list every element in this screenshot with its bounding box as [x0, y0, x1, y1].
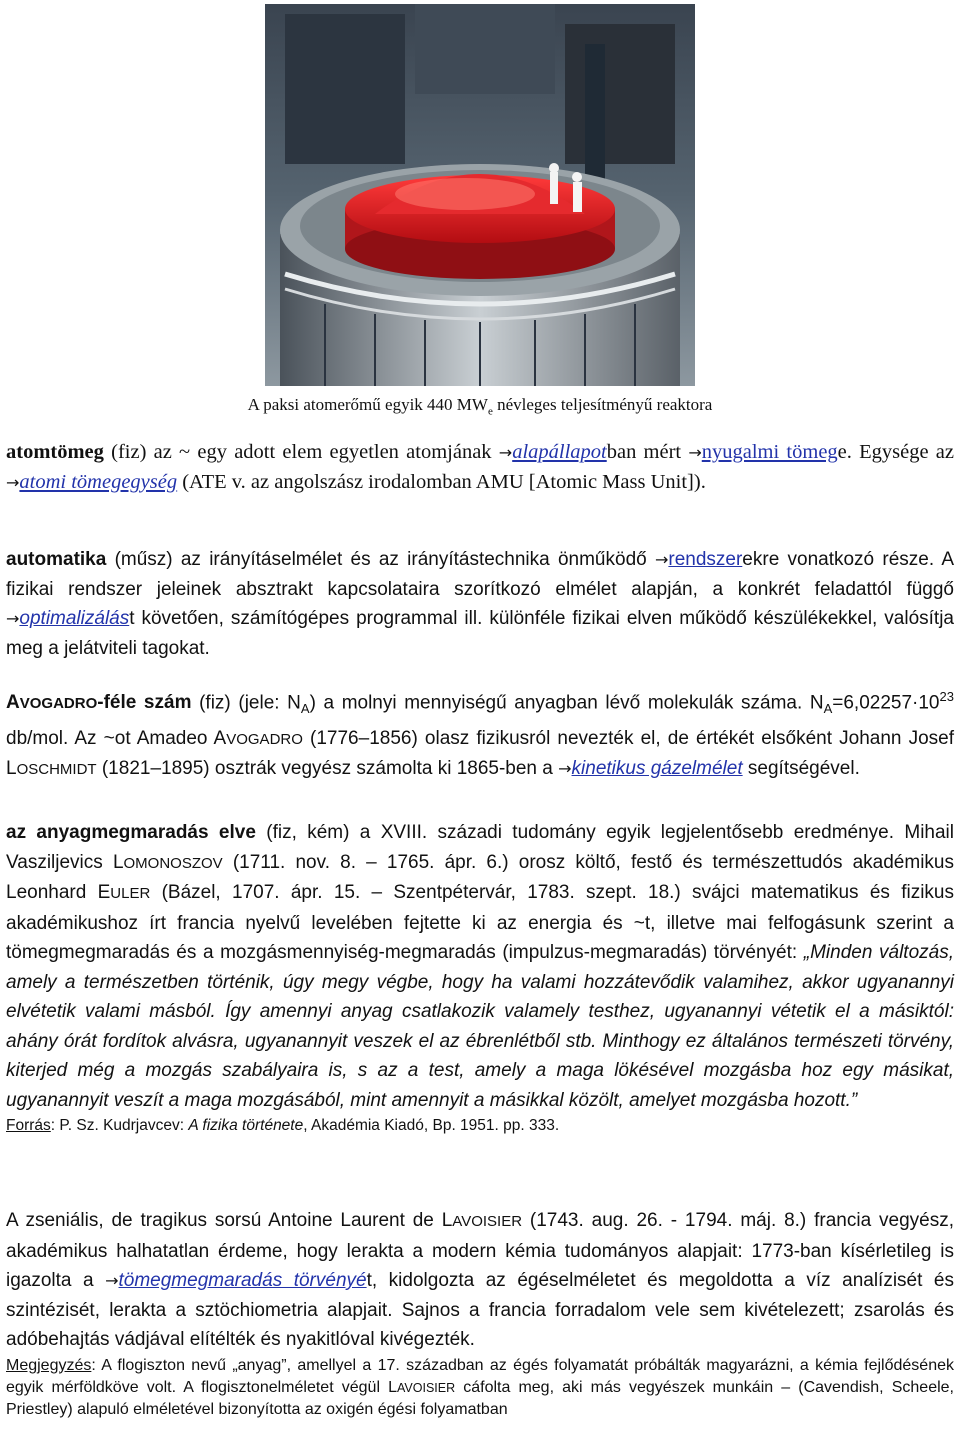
- term-part: A: [6, 692, 20, 714]
- entry-text: (fiz) (jele: N: [191, 692, 301, 714]
- term-part: VOGADRO: [19, 695, 98, 713]
- entry-text: (1821–1895) osztrák vegyész számolta ki 1865-ben a: [96, 758, 559, 780]
- superscript: 23: [939, 689, 954, 704]
- note-label: Megjegyzés: [6, 1356, 92, 1374]
- entry-text: (1743. aug. 26. - 1794. máj. 8.) francia vegyész, akadémikus halhatatlan érdeme, hogy lerakta a modern kémia tudományos alapjait: 1773-ban kísérletileg is igazolta a: [6, 1210, 954, 1291]
- entry-anyagmegmaradas: [6, 818, 954, 1137]
- entry-text: (fiz) az ~ egy adott elem egyetlen atomjának: [103, 441, 499, 463]
- link-atomi-tomegegyseg[interactable]: atomi tömegegység: [19, 470, 178, 493]
- entry-text: e. Egysége az: [837, 441, 954, 463]
- entry-term: az anyagmegmaradás elve: [6, 822, 256, 843]
- photo-caption: [0, 394, 960, 422]
- arrow-icon: →: [6, 472, 20, 492]
- link-rendszer[interactable]: rendszer: [668, 549, 743, 570]
- entry-text: (ATE v. az angolszász irodalomban AMU [Atomic Mass Unit]).: [177, 470, 706, 493]
- arrow-icon: →: [558, 759, 572, 779]
- entry-atomtomeg: [6, 438, 954, 497]
- entry-automatika: [6, 545, 954, 663]
- entry-text: db/mol. Az ~ot Amadeo A: [6, 727, 227, 749]
- entry-text: (1711. nov. 8. – 1765. ápr. 6.) orosz költő, festő és természettudós akadémikus Leonhard E: [6, 851, 954, 903]
- entry-text: (1776–1856) olasz fizikusról nevezték el, de értékét elsőként Johann Josef L: [6, 727, 954, 780]
- small-caps-name: OSCHMIDT: [16, 761, 97, 779]
- arrow-icon: →: [688, 443, 702, 462]
- euler-quote: „Minden változás, amely a természetben történik, úgy megy végbe, hogy ha valami hozzátevődik valamihez, akkor ugyanannyi elvétetik valami másból. Így amennyi anyag csatlakozik valamely testhez, ugyanannyi vétetik el a másiktól: ahány órát fordítok alvásra, ugyanannyit veszek el az ébrenlétből stb. Minthogy ez általános természeti törvény, kiterjed még a mozgás szabályaira is, s az a test, amely a maga lökésével mozgásba hoz egy másikat, ugyanannyit veszít a maga mozgásából, mint amennyit a másikkal közölt, amelyet mozgásba hozott.”: [6, 942, 954, 1111]
- entry-text: segítségével.: [742, 758, 860, 780]
- small-caps-name: OMONOSZOV: [123, 854, 223, 872]
- note-text: cáfolta meg, aki más vegyészek munkáin – (Cavendish, Scheele, Priestley) alapuló elméletével bizonyította az oxigén égési folyamatban: [6, 1378, 954, 1418]
- link-tomegmegmaradas-torvenye[interactable]: tömegmegmaradás törvényé: [118, 1270, 367, 1291]
- entry-term: automatika: [6, 549, 107, 570]
- arrow-icon: →: [654, 550, 669, 569]
- subscript: A: [300, 701, 310, 717]
- entry-lavoisier: [6, 1206, 954, 1421]
- entry-text: t, kidolgozta az égéselméletet és megoldotta a víz analízisét és szintézisét, lerakta a sztöchiometria alapjait. Sajnos a francia forradalom vele sem kivételezett; zsarolás és adóbehajtás vádjával elítélték és nyakitlóval kivégezték.: [6, 1270, 954, 1350]
- link-kinetikus-gazelmelet[interactable]: kinetikus gázelmélet: [571, 758, 743, 780]
- subscript: A: [823, 701, 833, 717]
- source-line: [6, 1115, 954, 1137]
- source-label: Forrás: [6, 1117, 51, 1134]
- entry-term: atomtömeg: [6, 441, 104, 463]
- entry-avogadro: [6, 682, 954, 785]
- small-caps-name: ULER: [110, 885, 151, 902]
- entry-text: t követően, számítógépes programmal ill. különféle fizikai elven működő készülékekkel, valósítja meg a jelátviteli tagokat.: [6, 608, 954, 659]
- small-caps-name: VOGADRO: [226, 730, 303, 748]
- reactor-photo-illustration: [265, 4, 695, 386]
- caption-subscript: e: [487, 405, 493, 418]
- entry-text: A zseniális, de tragikus sorsú Antoine Laurent de L: [6, 1210, 453, 1231]
- note-paragraph: [6, 1355, 954, 1421]
- source-text: , Akadémia Kiadó, Bp. 1951. pp. 333.: [303, 1117, 560, 1134]
- arrow-icon: →: [498, 443, 513, 462]
- entry-term: [6, 692, 191, 713]
- small-caps-name: AVOISIER: [452, 1213, 523, 1230]
- term-part: -féle szám: [97, 692, 192, 714]
- link-nyugalmi-tomeg[interactable]: nyugalmi tömeg: [701, 441, 838, 463]
- entry-text: ban mért: [606, 441, 689, 463]
- arrow-icon: →: [6, 609, 20, 628]
- entry-text: (Bázel, 1707. ápr. 15. – Szentpétervár, 1783. szept. 18.) svájci matematikus és fizikus akadémikushoz írt francia nyelvű levelében fejtette ki az energia és ~t, illetve mai felfogásunk szerint a tömegmegmaradás és a mozgásmennyiség-megmaradás (impulzus-megmaradás) törvényét:: [6, 882, 954, 963]
- arrow-icon: →: [105, 1271, 119, 1290]
- source-title: A fizika története: [188, 1117, 304, 1134]
- link-optimalizalas[interactable]: optimalizálás: [19, 608, 130, 629]
- small-caps-name: AVOISIER: [397, 1380, 456, 1395]
- caption-text-pre: A paksi atomerőmű egyik 440 MW: [247, 395, 488, 414]
- reactor-photo: [265, 4, 695, 386]
- note-text: : A flogiszton nevű „anyag”, amellyel a 17. században az égés folyamatát próbálták magyarázni, a kémia fejlődésének egyik mérföldköve volt. A flogisztonelméletet végül L: [6, 1356, 954, 1396]
- link-alapallapot[interactable]: alapállapot: [512, 441, 607, 463]
- entry-text: =6,02257·10: [832, 692, 940, 714]
- entry-text: ) a molnyi mennyiségű anyagban lévő molekulák száma. N: [309, 692, 824, 714]
- caption-text-post: névleges teljesítményű reaktora: [492, 395, 713, 414]
- entry-text: (fiz, kém) a XVIII. századi tudomány egyik legjelentősebb eredménye. Mihail Vasziljevics L: [6, 822, 954, 873]
- entry-text: ekre vonatkozó része. A fizikai rendszer jeleinek absztrakt kapcsolataira szorítkozó elmélet alapján, a konkrét feladattól függő: [6, 549, 954, 600]
- source-text: : P. Sz. Kudrjavcev:: [50, 1117, 189, 1134]
- entry-text: (műsz) az irányításelmélet és az irányítástechnika önműködő: [106, 549, 655, 570]
